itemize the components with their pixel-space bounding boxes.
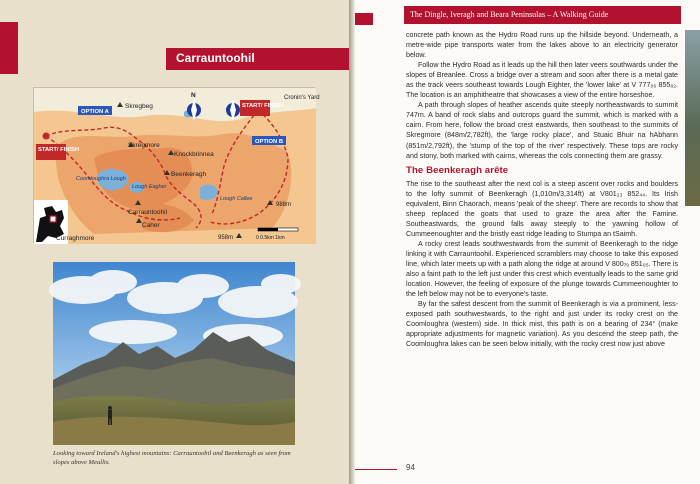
right-red-tab	[355, 13, 373, 25]
running-head: The Dingle, Iveragh and Beara Peninsulas – A Walking Guide	[404, 6, 681, 24]
map-label-beenkeragh: Beenkeragh	[171, 171, 207, 178]
photo-caption: Looking toward Ireland's highest mountains: Carrauntoohil and Beenkeragh as seen from slopes above Meallis.	[53, 450, 291, 466]
map-start-finish-right: START/ FINISH	[242, 103, 284, 109]
map-label-curraghmore: Curraghmore	[56, 235, 95, 242]
map-label-cronins-yard: Cronin's Yard	[284, 95, 320, 101]
landscape-photo-svg	[53, 262, 295, 445]
left-red-band	[0, 22, 18, 74]
body-text	[406, 30, 678, 349]
map-option-a: OPTION A	[81, 109, 109, 115]
paragraph: Follow the Hydro Road as it leads up the hill then later veers southwards under the slopes of Breanlee. Cross a bridge over a stream and soon after there is a metal gate as the track veers southeast towards Lough Eighter, the 'lower lake' at V 777₀₆ 855₈₂. The location is an amphitheatre that showcases a view of the entire horseshoe.	[406, 61, 678, 100]
section-title: Carrauntoohil	[166, 48, 349, 70]
map-label-958m: 958m	[218, 235, 234, 241]
footer-rule	[355, 469, 397, 470]
left-page	[0, 0, 349, 484]
map-start-finish-left: START/ FINISH	[38, 147, 80, 153]
paragraph: A path through slopes of heather ascends quite steeply northeastwards to summit 747m. A band of rock slabs and outcrops guard the summit, which is marked with a cairn. From here, follow the broad crest eastwards, then southeast to the summits of Skregmore (848m/2,782ft), the 'large rocky place', and Stuaic Bhuir na hAbhann (851m/2,792ft), the 'stump of the top of the river' respectively. These tops are rocky and stony, both marked with cairns, whereas the cols connecting them are grassy.	[406, 101, 678, 160]
paragraph: A rocky crest leads southwestwards from the summit of Beenkeragh to the ridge linking it with Carrauntoohil. Experienced scramblers may choose to take this exposed line, which later meets up with a path along the ridge at around V 800₇₉ 851₀₅. There is also a faint path to the left just under this crest which eventually leads to the same grid location. However, the feeling of exposure of the plunge towards Cummeenoughter to the left below may not be to everyone's taste.	[406, 239, 678, 299]
landscape-photo	[53, 262, 295, 445]
route-map-svg	[34, 88, 320, 244]
paragraph: The rise to the southeast after the next col is a steep ascent over rocks and boulders to the lofty summit of Beenkeragh (1,010m/3,314ft) at V801₂₃ 852₄₄. Its Irish equivalent, Binn Chaorach, means 'peak of the sheep'. There are records to show that sheep replaced the goats that used to graze the area after the Famine. Southeastwards, the ground falls away steeply to the yawning hollow of Cummeenoughter and the bristly east ridge leading to Stumpa an tSaimh.	[406, 179, 678, 238]
paragraph: concrete path known as the Hydro Road runs up the hillside beyond. Underneath, a metre-wide pipe transports water from the lakes above to an electricity generator below.	[406, 31, 678, 60]
map-scale-label: 0 0.5km 1km	[256, 235, 285, 241]
map-label-knockbrinnea: Knockbrinnea	[174, 151, 214, 158]
map-label-skregbeg: Skregbeg	[125, 103, 153, 110]
map-label-coomloughra-lough: Coomloughra Lough	[76, 176, 126, 182]
map-label-skregmore: Skregmore	[128, 142, 160, 149]
section-heading: The Beenkeragh arête	[406, 164, 509, 176]
map-label-lough-callee: Lough Callee	[220, 196, 253, 202]
paragraph: By far the safest descent from the summit of Beenkeragh is via a prominent, less-exposed path southwestwards, to the right and just under its rocky crest on the Coomloughra (western) side. In thick mist, this path is on a bearing of 234° (make appropriate adjustments for magnetic variation). As you descend the steep path, the Coomloughra lakes can be seen below initially, with the rocky crest now just above	[406, 300, 678, 349]
edge-photo-strip	[685, 30, 700, 206]
map-label-lough-eagher: Lough Eagher	[132, 184, 167, 190]
map-north-label: N	[191, 92, 196, 99]
map-label-caher: Caher	[142, 222, 160, 229]
route-map	[33, 87, 320, 243]
map-label-carrauntoohil: Carrauntoohil	[128, 209, 168, 216]
map-option-b: OPTION B	[255, 139, 284, 145]
map-label-988m: 988m	[276, 202, 292, 208]
right-page	[355, 0, 700, 484]
page-number: 94	[406, 463, 415, 472]
